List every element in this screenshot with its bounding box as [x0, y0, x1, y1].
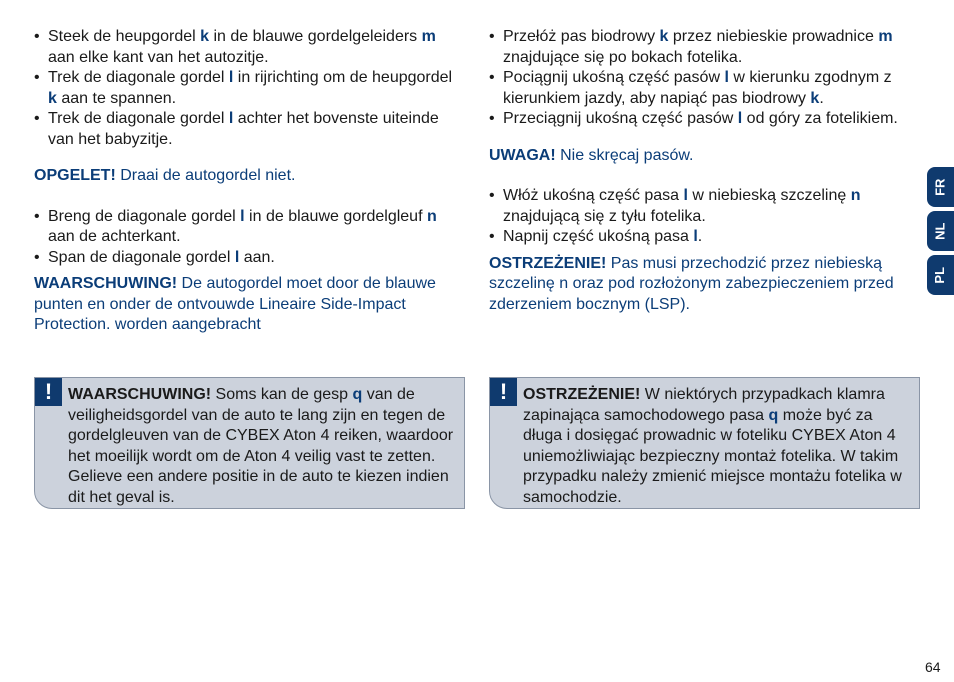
list-item: • Przełóż pas biodrowy k przez niebieskie prowadnice m znajdujące się po bokach fotelika. — [489, 27, 919, 68]
exclamation-icon: ! — [35, 378, 62, 406]
list-item: • Trek de diagonale gordel l achter het bovenste uiteinde van het babyzitje. — [34, 109, 464, 150]
list-item: • Breng de diagonale gordel l in de blauwe gordelgleuf n aan de achterkant. — [34, 207, 464, 248]
language-tabs — [927, 167, 954, 299]
nl-instructions-2 — [34, 207, 464, 269]
list-item: • Steek de heupgordel k in de blauwe gordelgeleiders m aan elke kant van het autozitje. — [34, 27, 464, 68]
list-item: • Trek de diagonale gordel l in rijrichting om de heupgordel k aan te spannen. — [34, 68, 464, 109]
nl-instructions-1 — [34, 27, 464, 150]
nl-warning-box — [34, 377, 465, 509]
nl-caution: OPGELET! Draai de autogordel niet. — [34, 167, 296, 184]
list-item: • Span de diagonale gordel l aan. — [34, 248, 464, 269]
pl-warning: OSTRZEŻENIE! Pas musi przechodzić przez niebieską szczelinę n oraz pod rozłożonym zabezpieczeniem przed zderzeniem bocznym (LSP). — [489, 254, 894, 313]
list-item: • Włóż ukośną część pasa l w niebieską szczelinę n znajdującą się z tyłu fotelika. — [489, 186, 919, 227]
tab-nl[interactable]: NL — [927, 211, 954, 251]
pl-caution: UWAGA! Nie skręcaj pasów. — [489, 146, 694, 164]
polish-column — [489, 27, 919, 315]
pl-warning-box — [489, 377, 920, 509]
tab-fr[interactable]: FR — [927, 167, 954, 207]
dutch-column — [34, 27, 464, 336]
list-item: • Pociągnij ukośną część pasów l w kierunku zgodnym z kierunkiem jazdy, aby napiąć pas biodrowy k. — [489, 68, 919, 109]
pl-instructions-1 — [489, 27, 919, 130]
page-number: 64 — [925, 659, 941, 675]
nl-warning: WAARSCHUWING! De autogordel moet door de blauwe punten en onder de ontvouwde Lineaire Side-Impact Protection. worden aangebracht — [34, 275, 436, 333]
tab-pl[interactable]: PL — [927, 255, 954, 295]
list-item: • Napnij część ukośną pasa l. — [489, 227, 919, 248]
nl-warning-box-text: WAARSCHUWING! Soms kan de gesp q van de veiligheidsgordel van de auto te lang zijn en tegen de gordelgleuven van de CYBEX Aton 4 reiken, waardoor het moeilijk wordt om de Aton 4 veilig vast te zetten. Gelieve een andere positie in de auto te kiezen indien dit het geval is. — [68, 386, 454, 506]
list-item: • Przeciągnij ukośną część pasów l od góry za fotelikiem. — [489, 109, 919, 130]
pl-warning-box-text: OSTRZEŻENIE! W niektórych przypadkach klamra zapinająca samochodowego pasa q może być za długa i dosięgać prowadnic w foteliku CYBEX Aton 4 uniemożliwiając bezpieczny montaż fotelika. W takim przypadku należy zmienić miejsce montażu fotelika w samochodzie. — [523, 386, 902, 506]
pl-instructions-2 — [489, 186, 919, 248]
exclamation-icon: ! — [490, 378, 517, 406]
